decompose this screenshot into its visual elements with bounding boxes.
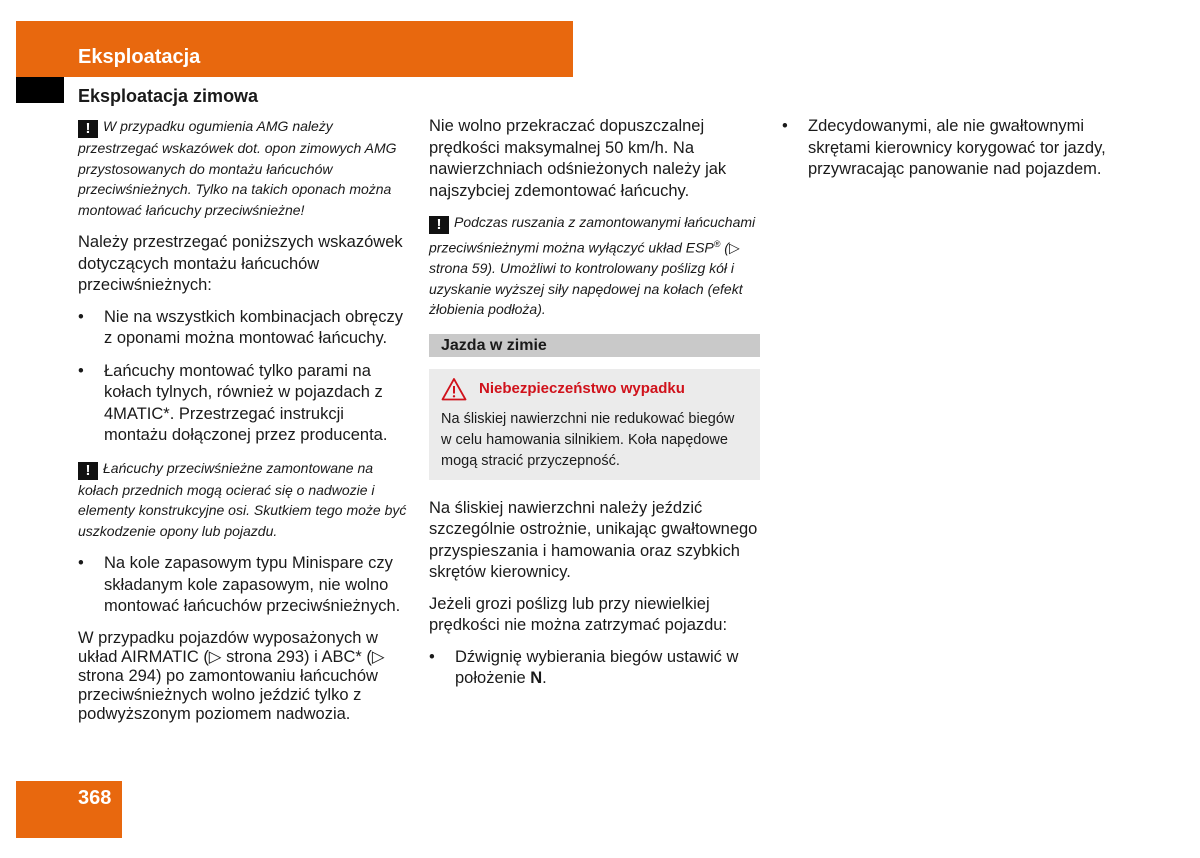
exclamation-icon: ! — [78, 462, 98, 480]
bullet-list — [78, 553, 408, 618]
bullet-icon: • — [782, 117, 788, 135]
bullet-list — [429, 647, 760, 690]
bullet-list — [78, 307, 408, 447]
bullet-icon: • — [78, 361, 84, 380]
list-item: • Łańcuchy montować tylko parami na kołach tylnych, również w pojazdach z 4MATIC*. Przestrzegać instrukcji montażu dołączonej przez producenta. — [78, 361, 388, 444]
bullet-list — [782, 116, 1122, 181]
column-3 — [782, 116, 1122, 192]
caution-note: ! Łańcuchy przeciwśnieżne zamontowane na kołach przednich mogą ocierać się o nadwozie i elementy konstrukcyjne osi. Skutkiem tego może być uszkodzenie opony lub pojazdu. — [78, 459, 407, 539]
list-item: • Na kole zapasowym typu Minispare czy składanym kole zapasowym, nie wolno montować łańcuchów przeciwśnieżnych. — [78, 554, 401, 615]
intro-paragraph: Należy przestrzegać poniższych wskazówek dotyczących montażu łańcuchów przeciwśnieżnych: — [78, 233, 403, 294]
warning-triangle-icon — [441, 377, 467, 401]
bullet-icon: • — [78, 554, 84, 572]
bullet-icon: • — [78, 307, 84, 326]
chapter-title: Eksploatacja — [78, 46, 201, 68]
airmatic-paragraph: W przypadku pojazdów wyposażonych w układ AIRMATIC (▷ strona 293) i ABC* (▷ strona 294) po zamontowaniu łańcuchów przeciwśnieżnych wolno jeździć tylko z podwyższonym poziomem nadwozia. — [78, 628, 385, 723]
list-item: • Zdecydowanymi, ale nie gwałtownymi skrętami kierownicy korygować tor jazdy, przywracając panowanie nad pojazdem. — [782, 117, 1106, 178]
list-item: • Nie na wszystkich kombinacjach obręczy z oponami można montować łańcuchy. — [78, 307, 403, 347]
column-1 — [78, 116, 408, 734]
skid-paragraph: Jeżeli grozi poślizg lub przy niewielkiej prędkości nie można zatrzymać pojazdu: — [429, 594, 728, 635]
bullet-icon: • — [429, 647, 435, 666]
caution-note: ! W przypadku ogumienia AMG należy przestrzegać wskazówek dot. opon zimowych AMG przystosowanych do montażu łańcuchów przeciwśnieżnych. Tylko na takich oponach można montować łańcuchy przeciwśnieżne! — [78, 118, 397, 218]
section-title: Eksploatacja zimowa — [78, 86, 259, 106]
page-number: 368 — [78, 787, 112, 809]
speed-limit-paragraph: Nie wolno przekraczać dopuszczalnej prędkości maksymalnej 50 km/h. Na nawierzchniach odśnieżonych należy jak najszybciej zdemontować łańcuchy. — [429, 117, 727, 200]
column-2 — [429, 116, 760, 701]
subsection-heading: Jazda w zimie — [429, 334, 760, 357]
list-item: • Dźwignię wybierania biegów ustawić w położenie N. — [429, 647, 739, 688]
warning-box — [429, 369, 760, 480]
exclamation-icon: ! — [78, 120, 98, 138]
warning-title: Niebezpieczeństwo wypadku — [479, 380, 685, 398]
warning-text: Na śliskiej nawierzchni nie redukować biegów w celu hamowania silnikiem. Koła napędowe mogą stracić przyczepność. — [441, 410, 735, 469]
exclamation-icon: ! — [429, 216, 449, 234]
caution-note: ! Podczas ruszania z zamontowanymi łańcuchami przeciwśnieżnymi można wyłączyć układ ESP® (▷ strona 59). Umożliwi to kontrolowany poślizg kół i uzyskanie wyższej siły napędowej na kołach (efekt żłobienia podłoża). — [429, 214, 756, 318]
slippery-road-paragraph: Na śliskiej nawierzchni należy jeździć szczególnie ostrożnie, unikając gwałtownego przyspieszania i hamowania oraz szybkich skrętów kierownicy. — [429, 498, 758, 582]
section-marker — [16, 77, 64, 103]
